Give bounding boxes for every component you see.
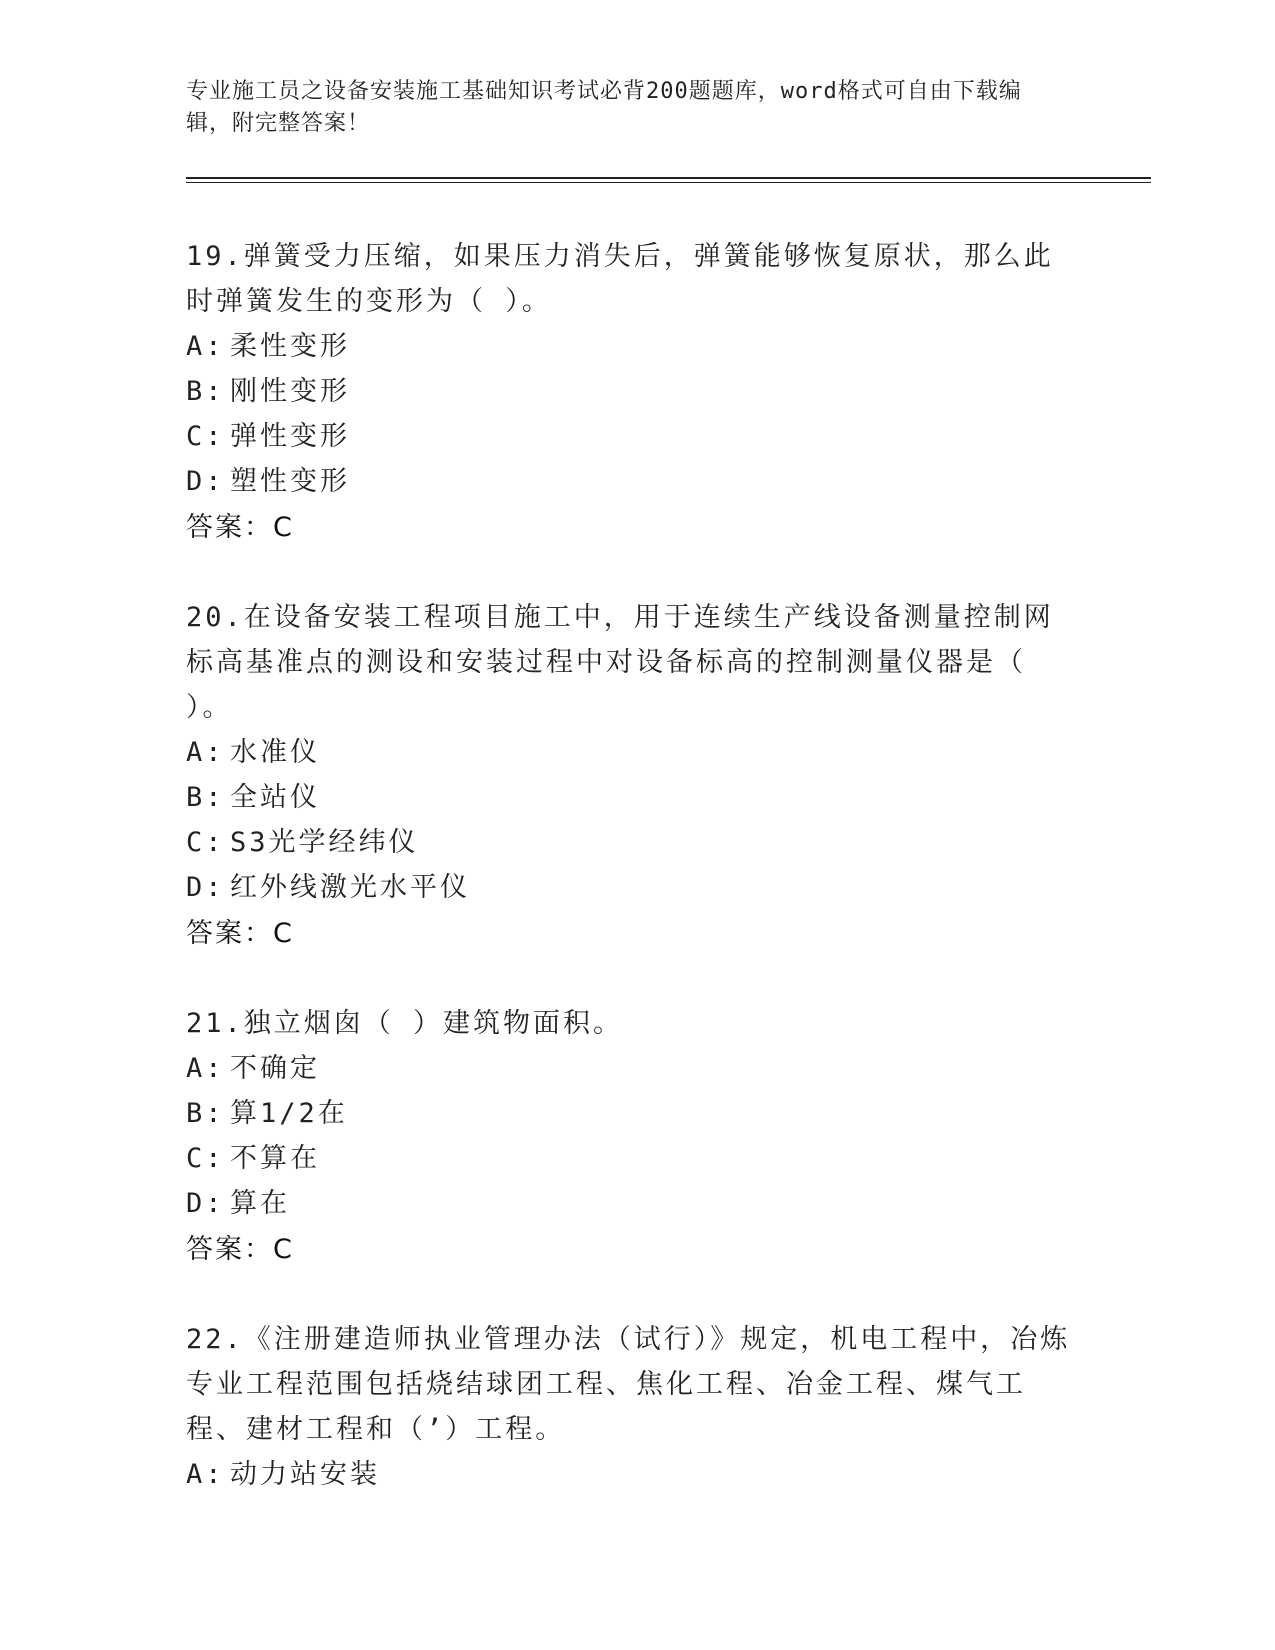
document-header: 专业施工员之设备安装施工基础知识考试必背200题题库，word格式可自由下载编辑，附完整答案！ (186, 79, 1022, 136)
answer-line: 答案：C (186, 512, 294, 543)
option-d (186, 865, 1076, 910)
question-19 (186, 234, 1076, 551)
option-text: 水准仪 (230, 737, 320, 768)
option-text: 全站仪 (230, 782, 320, 813)
option-key: A: (186, 1459, 225, 1490)
header-divider-thick (186, 177, 1151, 179)
option-key: A: (186, 331, 225, 362)
question-21 (186, 1001, 1076, 1273)
option-text: 柔性变形 (230, 331, 350, 362)
option-key: C: (186, 421, 225, 452)
option-key: C: (186, 827, 225, 858)
option-key: A: (186, 1053, 225, 1084)
option-c (186, 1136, 1076, 1181)
option-key: A: (186, 737, 225, 768)
question-text: 20.在设备安装工程项目施工中，用于连续生产线设备测量控制网标高基准点的测设和安装过程中对设备标高的控制测量仪器是（ ）。 (186, 602, 1054, 723)
question-list (186, 234, 1076, 1541)
option-a (186, 324, 1076, 369)
question-text: 21.独立烟囱（ ）建筑物面积。 (186, 1008, 624, 1039)
option-text: 红外线激光水平仪 (230, 872, 470, 903)
option-text: 弹性变形 (230, 421, 350, 452)
header-divider-thin (186, 182, 1151, 183)
option-text: 算在 (230, 1188, 290, 1219)
question-text: 19.弹簧受力压缩，如果压力消失后，弹簧能够恢复原状，那么此时弹簧发生的变形为（ ）。 (186, 241, 1054, 317)
question-22 (186, 1317, 1076, 1497)
option-d (186, 459, 1076, 504)
question-20 (186, 595, 1076, 957)
option-key: C: (186, 1143, 225, 1174)
option-key: B: (186, 376, 225, 407)
option-a (186, 1452, 1076, 1497)
option-a (186, 730, 1076, 775)
option-a (186, 1046, 1076, 1091)
option-text: 不确定 (230, 1053, 320, 1084)
option-text: 不算在 (230, 1143, 320, 1174)
option-c (186, 820, 1076, 865)
option-text: 算1/2在 (230, 1098, 348, 1129)
option-text: 动力站安装 (230, 1459, 380, 1490)
option-key: B: (186, 782, 225, 813)
option-text: S3光学经纬仪 (230, 827, 419, 858)
option-b (186, 369, 1076, 414)
option-key: B: (186, 1098, 225, 1129)
option-b (186, 1091, 1076, 1136)
answer-line: 答案：C (186, 1234, 294, 1265)
question-text: 22.《注册建造师执业管理办法（试行）》规定，机电工程中，冶炼专业工程范围包括烧结球团工程、焦化工程、冶金工程、煤气工程、建材工程和（’）工程。 (186, 1324, 1071, 1445)
option-text: 刚性变形 (230, 376, 350, 407)
option-d (186, 1181, 1076, 1226)
answer-line: 答案：C (186, 918, 294, 949)
option-text: 塑性变形 (230, 466, 350, 497)
option-key: D: (186, 466, 225, 497)
option-key: D: (186, 872, 225, 903)
option-key: D: (186, 1188, 225, 1219)
option-c (186, 414, 1076, 459)
option-b (186, 775, 1076, 820)
